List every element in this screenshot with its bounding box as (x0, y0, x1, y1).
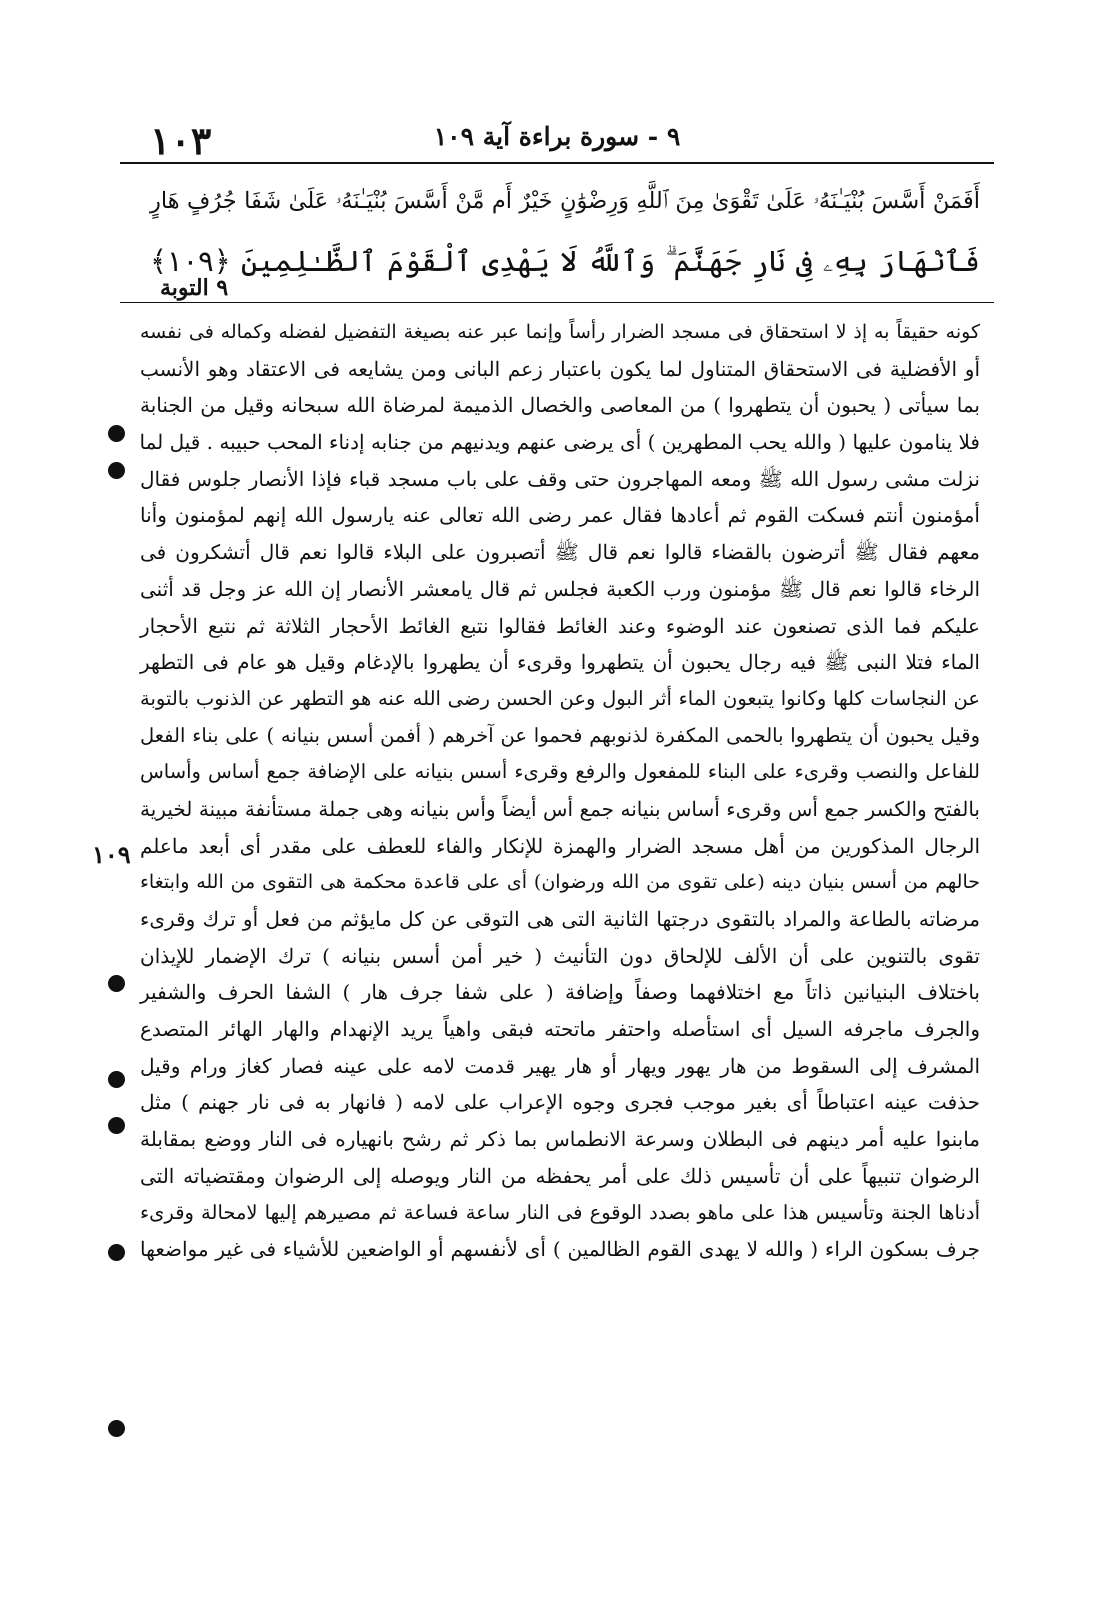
bullet-marker (108, 462, 125, 479)
text-line: حالهم من أسس بنيان دينه (على تقوى من الله ورضوان) أى على قاعدة محكمة هى التقوى من الله وابتغاء (140, 871, 980, 894)
text-line: الرضوان تنبيهاً على أن تأسيس ذلك على أمر يحفظه من النار ويوصله إلى الرضوان ومقتضياته التى (140, 1163, 980, 1188)
running-title: ٩ - سورة براءة آية ١٠٩ (433, 122, 681, 151)
text-line: مابنوا عليه أمر دينهم فى البطلان وسرعة الانطماس بما ذكر ثم رشح بانهياره فى النار ووضع بمقابلة (140, 1127, 980, 1152)
surah-label: ٩ التوبة (160, 275, 229, 301)
text-line: بالفتح والكسر جمع أس وقرىء أساس بنيانه جمع أس أيضاً وأس بنيانه وهى جملة مستأنفة مبينة لخيرية (140, 796, 980, 821)
text-line: عن النجاسات كلها وكانوا يتبعون الماء أثر البول وعن الحسن رضى الله عنه هو التطهر عن الذنوب بالتوبة (140, 686, 980, 710)
text-line: حذفت عينه اعتباطاً أى بغير موجب فجرى وجوه الإعراب على لامه ( فانهار به فى نار جهنم ) مثل (140, 1090, 980, 1115)
text-line: باختلاف البنيانين ذاتاً مع اختلافهما وصفاً وإضافة ( على شفا جرف هار ) الشفا الحرف والشفير (140, 980, 980, 1005)
text-line: أمؤمنون أنتم فسكت القوم ثم أعادها فقال عمر رضى الله تعالى عنه يارسول الله إنهم لمؤمنون وأنا (140, 503, 980, 528)
text-line: أدناها الجنة وتأسيس هذا على ماهو بصدد الوقوع فى النار ساعة فساعة ثم مصيرهم إليها لامحالة وقرىء (140, 1200, 980, 1224)
text-line: والجرف ماجرفه السيل أى استأصله واحتفر ماتحته فبقى واهياً يريد الإنهدام والهار الهائر المتصدع (140, 1017, 980, 1042)
bullet-marker (108, 1117, 125, 1134)
bullet-marker (108, 1420, 125, 1437)
verse-rule (120, 302, 994, 303)
text-line: معهم فقال ﷺ أترضون بالقضاء قالوا نعم قال ﷺ أتصبرون على البلاء قالوا نعم قال أتشكرون فى (140, 540, 980, 565)
text-line: جرف بسكون الراء ( والله لا يهدى القوم الظالمين ) أى لأنفسهم أو الواضعين للأشياء فى غير مواضعها (140, 1237, 980, 1262)
page-header (120, 118, 994, 162)
verse-line: أَفَمَنْ أَسَّسَ بُنْيَـٰنَهُۥ عَلَىٰ تَقْوَىٰ مِنَ ٱللَّهِ وَرِضْوَٰنٍ خَيْرٌ أَم مَّنْ أَسَّسَ بُنْيَـٰنَهُۥ عَلَىٰ شَفَا جُرُفٍ هَارٍ (150, 188, 980, 214)
verse-line: فَٱنْهَارَ بِهِۦ فِى نَارِ جَهَنَّمَ ۗ وَٱللَّهُ لَا يَهْدِى ٱلْقَوْمَ ٱلظَّـٰلِمِينَ ﴿١٠٩﴾ (150, 244, 980, 278)
text-line: كونه حقيقاً به إذ لا استحقاق فى مسجد الضرار رأساً وإنما عبر عنه بصيغة التفضيل لفضله وكماله فى نفسه (140, 321, 980, 343)
verse-number-margin: ١٠٩ (92, 840, 131, 869)
commentary-body (140, 314, 980, 1268)
text-line: الرجال المذكورين من أهل مسجد الضرار والهمزة للإنكار والفاء للعطف على مقدر أى أبعد ماعلم (140, 833, 980, 858)
bullet-marker (108, 1244, 125, 1261)
text-line: فلا ينامون عليها ( والله يحب المطهرين ) أى يرضى عنهم ويدنيهم من جنابه إدناء المحب حبيبه . قيل لما (139, 430, 980, 455)
text-line: الرخاء قالوا نعم قال ﷺ مؤمنون ورب الكعبة فجلس ثم قال يامعشر الأنصار إن الله عز وجل قد أثنى (140, 576, 981, 601)
text-line: المشرف إلى السقوط من هار يهور ويهار أو هار يهير قدمت لامه على عينه فصار كغاز ورام وقيل (140, 1053, 980, 1078)
text-line: تقوى بالتنوين على أن الألف للإلحاق دون التأنيث ( خير أمن أسس بنيانه ) ترك الإضمار للإيذان (140, 943, 980, 968)
text-line: عليكم فما الذى تصنعون عند الوضوء وعند الغائط فقالوا نتبع الغائط الأحجار الثلاثة ثم نتبع الأحجار (140, 613, 980, 638)
text-line: للفاعل والنصب وقرىء على البناء للمفعول والرفع وقرىء أسس بنيانه على الإضافة جمع أساس وأساس (140, 760, 980, 784)
text-line: نزلت مشى رسول الله ﷺ ومعه المهاجرون حتى وقف على باب مسجد قباء فإذا الأنصار جلوس فقال (140, 466, 980, 491)
text-line: الماء فتلا النبى ﷺ فيه رجال يحبون أن يتطهروا وقرىء أن يطهروا بالإدغام وقيل هو عام فى التطهر (140, 650, 980, 675)
bullet-marker (108, 975, 125, 992)
text-line: مرضاته بالطاعة والمراد بالتقوى درجتها الثانية التى هى التوقى عن كل مايؤثم من فعل أو ترك وقرىء (140, 907, 980, 931)
header-rule (120, 162, 994, 164)
text-line: وقيل يحبون أن يتطهروا بالحمى المكفرة لذنوبهم فحموا عن آخرهم ( أفمن أسس بنيانه ) على بناء الفعل (140, 723, 980, 747)
page-number: ١٠٣ (150, 118, 212, 163)
text-line: أو الأفضلية فى الاستحقاق المتناول لما يكون باعتبار زعم البانى ومن يشايعه فى الاعتقاد وهو الأنسب (140, 356, 980, 381)
text-line: بما سيأتى ( يحبون أن يتطهروا ) من المعاصى والخصال الذميمة لمرضاة الله سبحانه وقيل من الجنابة (140, 393, 980, 418)
bullet-marker (108, 1071, 125, 1088)
bullet-marker (108, 425, 125, 442)
